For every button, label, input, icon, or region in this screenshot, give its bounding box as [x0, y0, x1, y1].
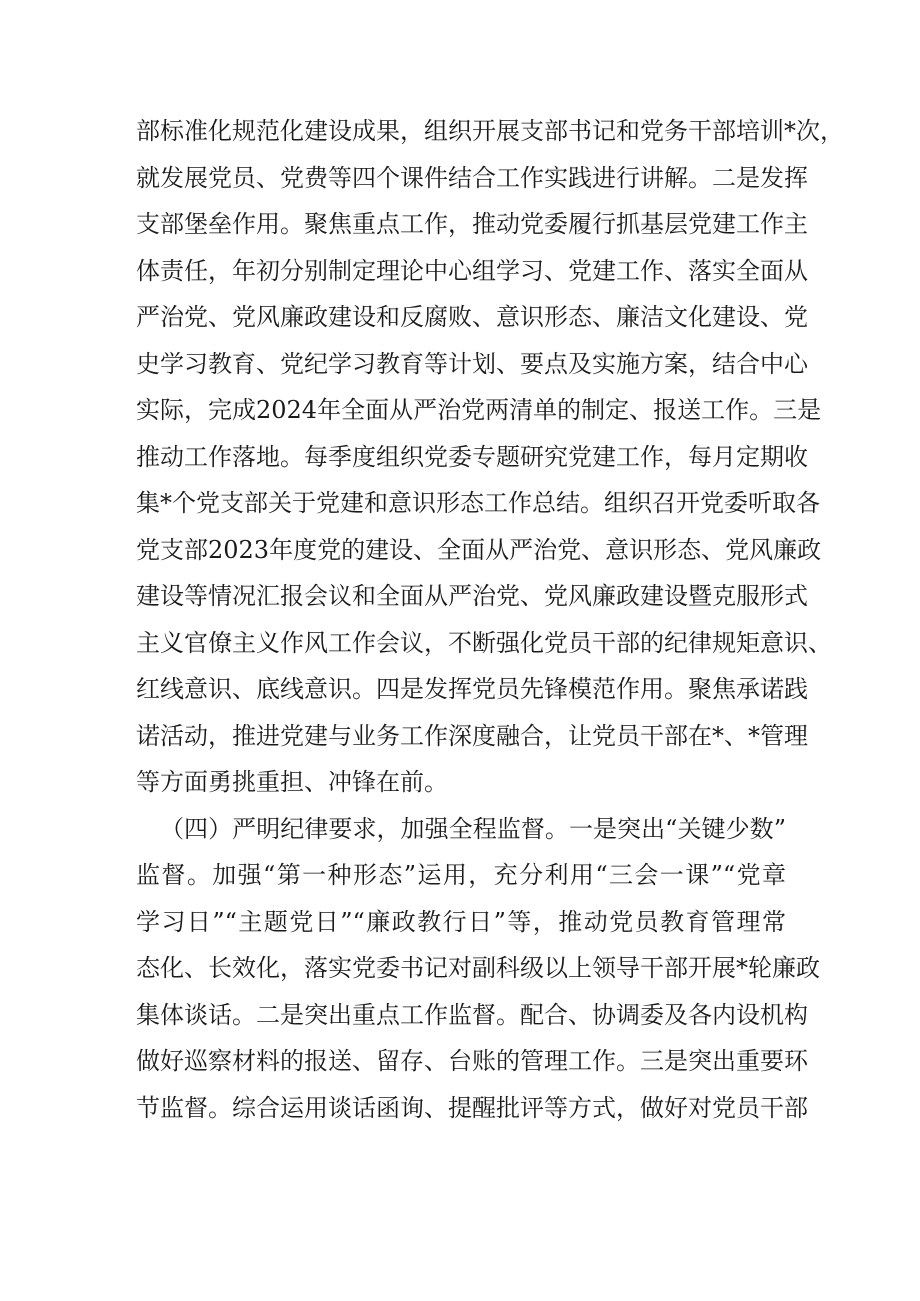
text-line: 态化、长效化，落实党委书记对副科级以上领导干部开展*轮廉政 — [136, 954, 820, 982]
paragraph-party-building — [136, 108, 844, 806]
text-line: 严治党、党风廉政建设和反腐败、意识形态、廉洁文化建设、党 — [136, 303, 808, 331]
paragraph-discipline-supervision — [136, 806, 820, 1132]
text-line: 等方面勇挑重担、冲锋在前。 — [136, 768, 448, 796]
text-line: 诺活动，推进党建与业务工作深度融合，让党员干部在*、*管理 — [136, 721, 808, 750]
section-heading-line: （四）严明纪律要求，加强全程监督。一是突出“关键少数” — [160, 814, 786, 843]
text-line: 主义官僚主义作风工作会议，不断强化党员干部的纪律规矩意识、 — [136, 628, 832, 657]
text-line: 做好巡察材料的报送、留存、台账的管理工作。三是突出重要环 — [136, 1047, 808, 1075]
text-line: 集体谈话。二是突出重点工作监督。配合、协调委及各内设机构 — [136, 1000, 808, 1029]
text-line: 节监督。综合运用谈话函询、提醒批评等方式，做好对党员干部 — [136, 1093, 808, 1122]
text-line: 就发展党员、党费等四个课件结合工作实践进行讲解。二是发挥 — [136, 163, 808, 192]
text-line: 学习日”“主题党日”“廉政教行日”等，推动党员教育管理常 — [136, 907, 786, 936]
text-line: 红线意识、底线意识。四是发挥党员先锋模范作用。聚焦承诺践 — [136, 675, 808, 703]
text-line: 体责任，年初分别制定理论中心组学习、党建工作、落实全面从 — [136, 256, 808, 285]
text-line: 推动工作落地。每季度组织党委专题研究党建工作，每月定期收 — [136, 442, 808, 471]
text-line: 支部堡垒作用。聚焦重点工作，推动党委履行抓基层党建工作主 — [136, 210, 808, 238]
document-body — [136, 108, 844, 1131]
text-line: 监督。加强“第一种形态”运用，充分利用“三会一课”“党章 — [136, 861, 786, 889]
text-line: 部标准化规范化建设成果，组织开展支部书记和党务干部培训*次， — [136, 117, 844, 145]
text-line: 史学习教育、党纪学习教育等计划、要点及实施方案，结合中心 — [136, 349, 808, 378]
text-line: 建设等情况汇报会议和全面从严治党、党风廉政建设暨克服形式 — [136, 582, 808, 610]
text-line: 实际，完成2024年全面从严治党两清单的制定、报送工作。三是 — [136, 396, 822, 424]
text-line: 集*个党支部关于党建和意识形态工作总结。组织召开党委听取各 — [136, 489, 820, 517]
text-line: 党支部2023年度党的建设、全面从严治党、意识形态、党风廉政 — [136, 535, 822, 564]
